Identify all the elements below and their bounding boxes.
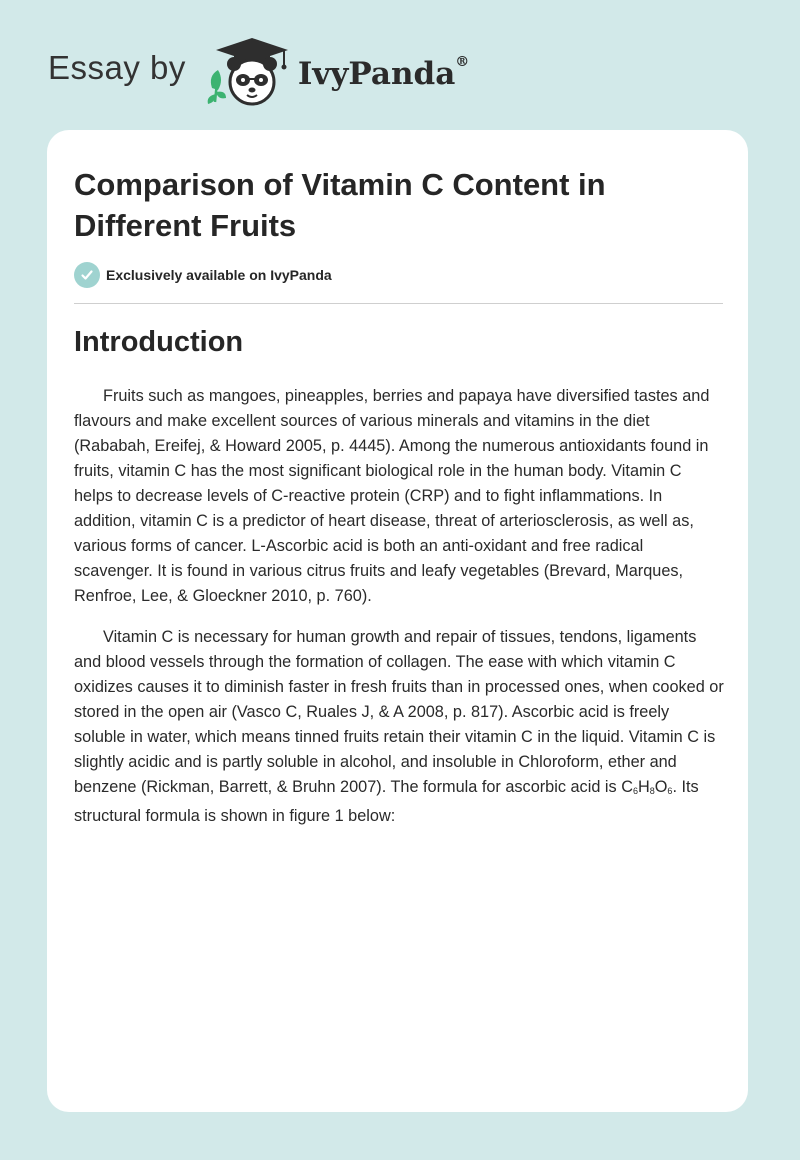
panda-graduate-icon[interactable] bbox=[204, 36, 294, 108]
article-body bbox=[74, 384, 724, 845]
site-header bbox=[48, 34, 469, 110]
article-title: Comparison of Vitamin C Content in Different Fruits bbox=[74, 167, 606, 243]
paragraph-2 bbox=[74, 625, 724, 829]
paragraph-2-start: Vitamin C is necessary for human growth and repair of tissues, tendons, ligaments and blood vessels through the formation of collagen. The ease with which vitamin C oxidizes causes it to diminish faster in fresh fruits than in processed ones, when cooked or stored in the open air (Vasco C, Ruales J, & A 2008, p. 817). Ascorbic acid is freely soluble in water, which means tinned fruits retain their vitamin C in the liquid. Vitamin C is slightly acidic and is partly soluble in alcohol, and insoluble in Chloroform, ether and benzene (Rickman, Barrett, & Bruhn 2007). The formula for ascorbic acid is bbox=[74, 628, 724, 796]
paragraph-1: Fruits such as mangoes, pineapples, berries and papaya have diversified tastes and flavours and make excellent sources of various minerals and vitamins in the diet (Rababah, Ereifej, & Howard 2005, p. 4445). Among the numerous antioxidants found in fruits, vitamin C has the most significant biological role in the human body. Vitamin C helps to decrease levels of C-reactive protein (CRP) and to fight inflammations. In addition, vitamin C is a predictor of heart disease, threat of arteriosclerosis, as well as, various forms of cancer. L-Ascorbic acid is both an anti-oxidant and free radical scavenger. It is found in various citrus fruits and leafy vegetables (Brevard, Marques, Renfroe, Lee, & Gloeckner 2010, p. 760). bbox=[74, 387, 710, 605]
section-heading: Introduction bbox=[74, 326, 244, 358]
paragraph-2-end: . Its structural formula is shown in figure 1 below: bbox=[74, 778, 699, 825]
article-card bbox=[47, 130, 748, 1112]
formula: $C_6H_8O_6$ bbox=[621, 778, 673, 796]
registered-mark: ® bbox=[455, 54, 470, 70]
brand-name-text: IvyPanda bbox=[297, 56, 456, 92]
essay-by-label: Essay by bbox=[48, 49, 186, 86]
exclusive-badge bbox=[74, 262, 332, 288]
brand-name[interactable] bbox=[298, 56, 469, 92]
check-circle-icon bbox=[74, 262, 100, 288]
exclusive-label: Exclusively available on IvyPanda bbox=[106, 267, 332, 283]
divider bbox=[74, 303, 723, 304]
